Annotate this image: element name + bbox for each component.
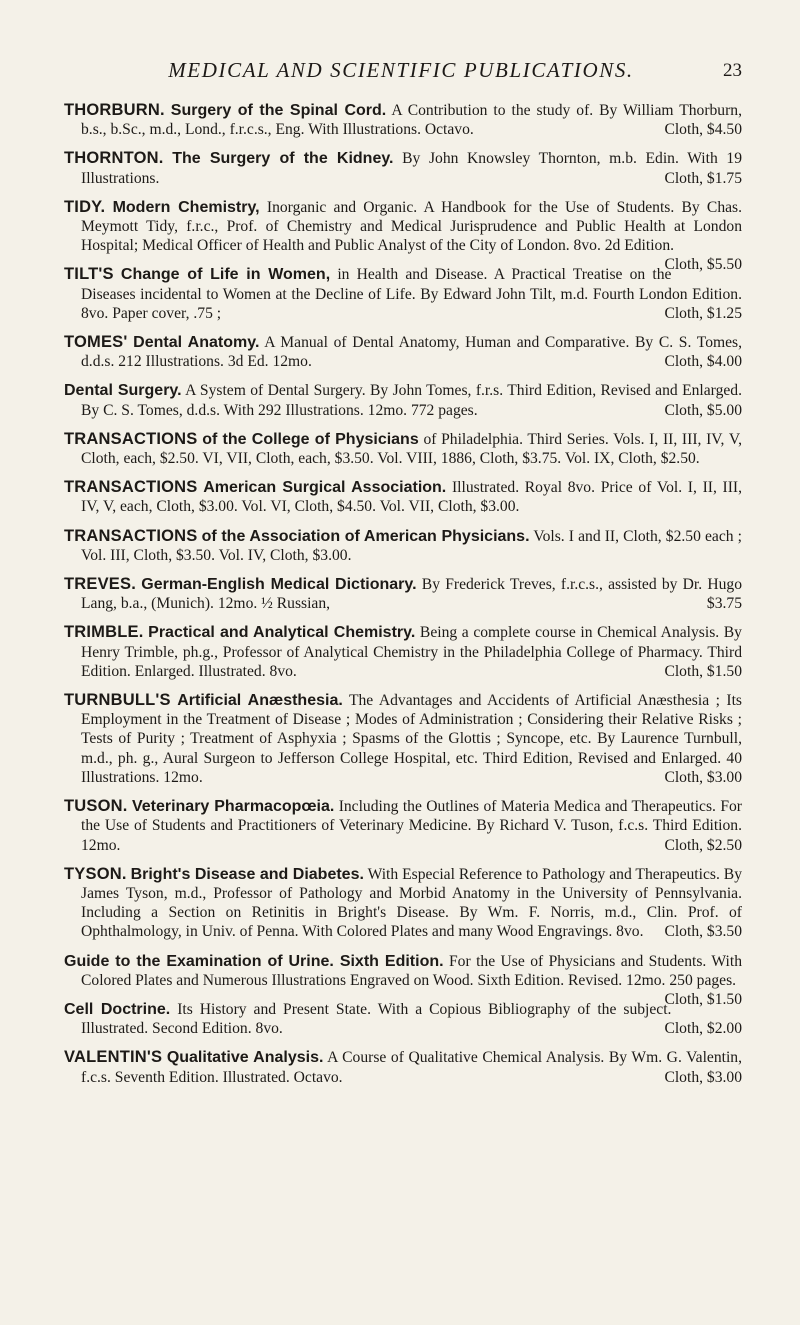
catalog-entry bbox=[64, 101, 742, 139]
entry-price: Cloth, $3.00 bbox=[664, 1068, 742, 1086]
entry-price: Cloth, $1.75 bbox=[664, 169, 742, 187]
entry-title: Bright's Disease and Diabetes. bbox=[130, 865, 364, 883]
entry-title: American Surgical Association. bbox=[203, 479, 447, 497]
entry-description: By John Knowsley Thornton, m.b. Edin. With 19 Illustrations. bbox=[81, 150, 742, 187]
entry-author: TRIMBLE. bbox=[64, 623, 144, 642]
entry-description: Inorganic and Organic. A Handbook for the Use of Students. By Chas. Meymott Tidy, f.r.c., Prof. of Chemistry and Medical Jurisprudence and Public Health at London Hospital; Medical Officer of Health and Public Analyst of the City of London. 8vo. 2d Edition. bbox=[81, 198, 743, 255]
catalog-entry bbox=[64, 1000, 742, 1038]
entry-description: By Frederick Treves, f.r.c.s., assisted by Dr. Hugo Lang, b.a., (Munich). 12mo. ½ Russian, bbox=[81, 576, 743, 613]
entry-description: A System of Dental Surgery. By John Tomes, f.r.s. Third Edition, Revised and Enlarged. By C. S. Tomes, d.d.s. With 292 Illustrations. 12mo. 772 pages. bbox=[81, 382, 742, 419]
catalog-entry bbox=[64, 575, 742, 613]
catalog-entry bbox=[64, 149, 742, 187]
entry-author: TIDY. bbox=[64, 197, 106, 216]
entry-author: TRANSACTIONS bbox=[64, 526, 198, 545]
entry-author: TUSON. bbox=[64, 797, 128, 816]
entry-price: $3.75 bbox=[706, 595, 742, 613]
entry-description: Its History and Present State. With a Copious Bibliography of the subject. Illustrated. Second Edition. 8vo. bbox=[81, 1000, 672, 1038]
entry-price: Cloth, $3.50 bbox=[664, 923, 742, 941]
entry-author: TYSON. bbox=[64, 864, 127, 883]
entry-description: The Advantages and Accidents of Artificial Anæsthesia ; Its Employment in the Treatment of Disease ; Modes of Administration ; Considering their Relative Risks ; Tests of Purity ; Treatment of Asphyxia ; Spasms of the Glottis ; Syncope, etc. By Laurence Turnbull, m.d., ph. g., Aural Surgeon to Jefferson College Hospital, etc. Third Edition, Revised and Enlarged. 40 Illustrations. 12mo. bbox=[81, 692, 742, 786]
catalog-entry bbox=[64, 527, 742, 565]
catalog-entry bbox=[64, 1048, 742, 1086]
entry-title: of the College of Physicians bbox=[202, 430, 419, 448]
catalog-entry bbox=[64, 478, 742, 516]
entry-author: TOMES' bbox=[64, 333, 128, 352]
catalog-entry bbox=[64, 381, 742, 419]
catalog-entry bbox=[64, 265, 742, 323]
entry-title: The Surgery of the Kidney. bbox=[172, 150, 394, 168]
entry-title: Modern Chemistry, bbox=[112, 198, 260, 216]
catalog-entry bbox=[64, 865, 742, 942]
running-title: MEDICAL AND SCIENTIFIC PUBLICATIONS. bbox=[168, 58, 634, 82]
page-number: 23 bbox=[723, 60, 742, 81]
page-header bbox=[60, 58, 742, 92]
entry-author: VALENTIN'S bbox=[64, 1048, 163, 1067]
entry-price: Cloth, $4.50 bbox=[664, 121, 742, 139]
entry-author: TRANSACTIONS bbox=[64, 429, 198, 448]
entry-author: THORBURN. bbox=[64, 101, 165, 119]
entry-price: Cloth, $2.50 bbox=[664, 836, 742, 854]
entry-description: A Course of Qualitative Chemical Analysis. By Wm. G. Valentin, f.c.s. Seventh Edition. Illustrated. Octavo. bbox=[81, 1049, 743, 1086]
entry-price: Cloth, $1.50 bbox=[664, 990, 742, 1008]
entry-author: THORNTON. bbox=[64, 149, 164, 168]
catalog-entry bbox=[64, 952, 742, 1008]
catalog-entry bbox=[64, 430, 742, 468]
entry-title: Guide to the Examination of Urine. Sixth Edition. bbox=[64, 952, 444, 970]
entry-price: Cloth, $2.00 bbox=[664, 1020, 742, 1038]
catalog-entries bbox=[64, 101, 742, 1097]
entry-description: Illustrated. Royal 8vo. Price of Vol. I, II, III, IV, V, each, Cloth, $3.00. Vol. VI, Cloth, $4.50. Vol. VII, Cloth, $3.00. bbox=[81, 479, 743, 516]
entry-title: Artificial Anæsthesia. bbox=[177, 692, 343, 710]
entry-title: Dental Anatomy. bbox=[133, 334, 260, 352]
catalog-entry bbox=[64, 197, 743, 274]
entry-description: Being a complete course in Chemical Analysis. By Henry Trimble, ph.g., Professor of Analytical Chemistry in the Philadelphia College of Pharmacy. Third Edition. Enlarged. Illustrated. 8vo. bbox=[81, 624, 742, 680]
entry-price: Cloth, $1.25 bbox=[664, 304, 742, 322]
entry-title: Surgery of the Spinal Cord. bbox=[170, 102, 387, 119]
catalog-entry bbox=[64, 797, 742, 855]
entry-description: Including the Outlines of Materia Medica and Therapeutics. For the Use of Students and Practitioners of Veterinary Medicine. By Richard V. Tuson, f.c.s. Third Edition. 12mo. bbox=[81, 798, 742, 854]
entry-author: TREVES. bbox=[64, 575, 137, 594]
entry-price: Cloth, $3.00 bbox=[664, 768, 742, 786]
entry-price: Cloth, $4.00 bbox=[664, 353, 742, 371]
entry-title: Veterinary Pharmacopœia. bbox=[131, 798, 335, 816]
catalog-entry bbox=[64, 691, 742, 787]
entry-description: A Manual of Dental Anatomy, Human and Comparative. By C. S. Tomes, d.d.s. 212 Illustrations. 3d Ed. 12mo. bbox=[81, 334, 743, 371]
entry-title: German-English Medical Dictionary. bbox=[141, 576, 417, 594]
entry-title: Qualitative Analysis. bbox=[166, 1049, 324, 1067]
entry-author: TRANSACTIONS bbox=[64, 478, 198, 497]
entry-title: of the Association of American Physicians. bbox=[201, 527, 530, 545]
entry-author: TURNBULL'S bbox=[64, 691, 171, 710]
entry-title: Practical and Analytical Chemistry. bbox=[148, 624, 416, 642]
entry-description: With Especial Reference to Pathology and Therapeutics. By James Tyson, m.d., Professor of Pathology and Morbid Anatomy in the University of Pennsylvania. Including a Section on Retinitis in Bright's Disease. By Wm. F. Norris, m.d., Clin. Prof. of Ophthalmology, in Univ. of Penna. With Colored Plates and many Wood Engravings. 8vo. bbox=[81, 865, 743, 941]
entry-price: Cloth, $5.00 bbox=[664, 401, 742, 419]
entry-description: Vols. I and II, Cloth, $2.50 each ; Vol. III, Cloth, $3.50. Vol. IV, Cloth, $3.00. bbox=[81, 527, 742, 564]
entry-price: Cloth, $1.50 bbox=[664, 662, 742, 680]
catalog-entry bbox=[64, 623, 742, 681]
entry-author: TILT'S bbox=[64, 265, 114, 284]
entry-description: in Health and Disease. A Practical Treatise on the Diseases incidental to Women at the Decline of Life. By Edward John Tilt, m.d. Fourth London Edition. 8vo. Paper cover, .75 ; bbox=[81, 266, 742, 322]
entry-description: A Contribution to the study of. By William Thorburn, b.s., b.Sc., m.d., Lond., f.r.c.s., Eng. With Illustrations. Octavo. bbox=[81, 102, 742, 139]
entry-title: Dental Surgery. bbox=[64, 382, 182, 400]
entry-title: Cell Doctrine. bbox=[64, 1000, 171, 1018]
entry-price: Cloth, $5.50 bbox=[664, 256, 742, 274]
entry-description: of Philadelphia. Third Series. Vols. I, II, III, IV, V, Cloth, each, $2.50. VI, VII, Cloth, each, $3.50. Vol. VIII, 1886, Cloth, $3.75. Vol. IX, Cloth, $2.50. bbox=[81, 430, 742, 468]
entry-title: Change of Life in Women, bbox=[120, 266, 331, 284]
catalog-entry bbox=[64, 333, 742, 371]
entry-description: For the Use of Physicians and Students. With Colored Plates and Numerous Illustrations Engraved on Wood. Sixth Edition. Revised. 12mo. 250 pages. bbox=[81, 952, 742, 989]
